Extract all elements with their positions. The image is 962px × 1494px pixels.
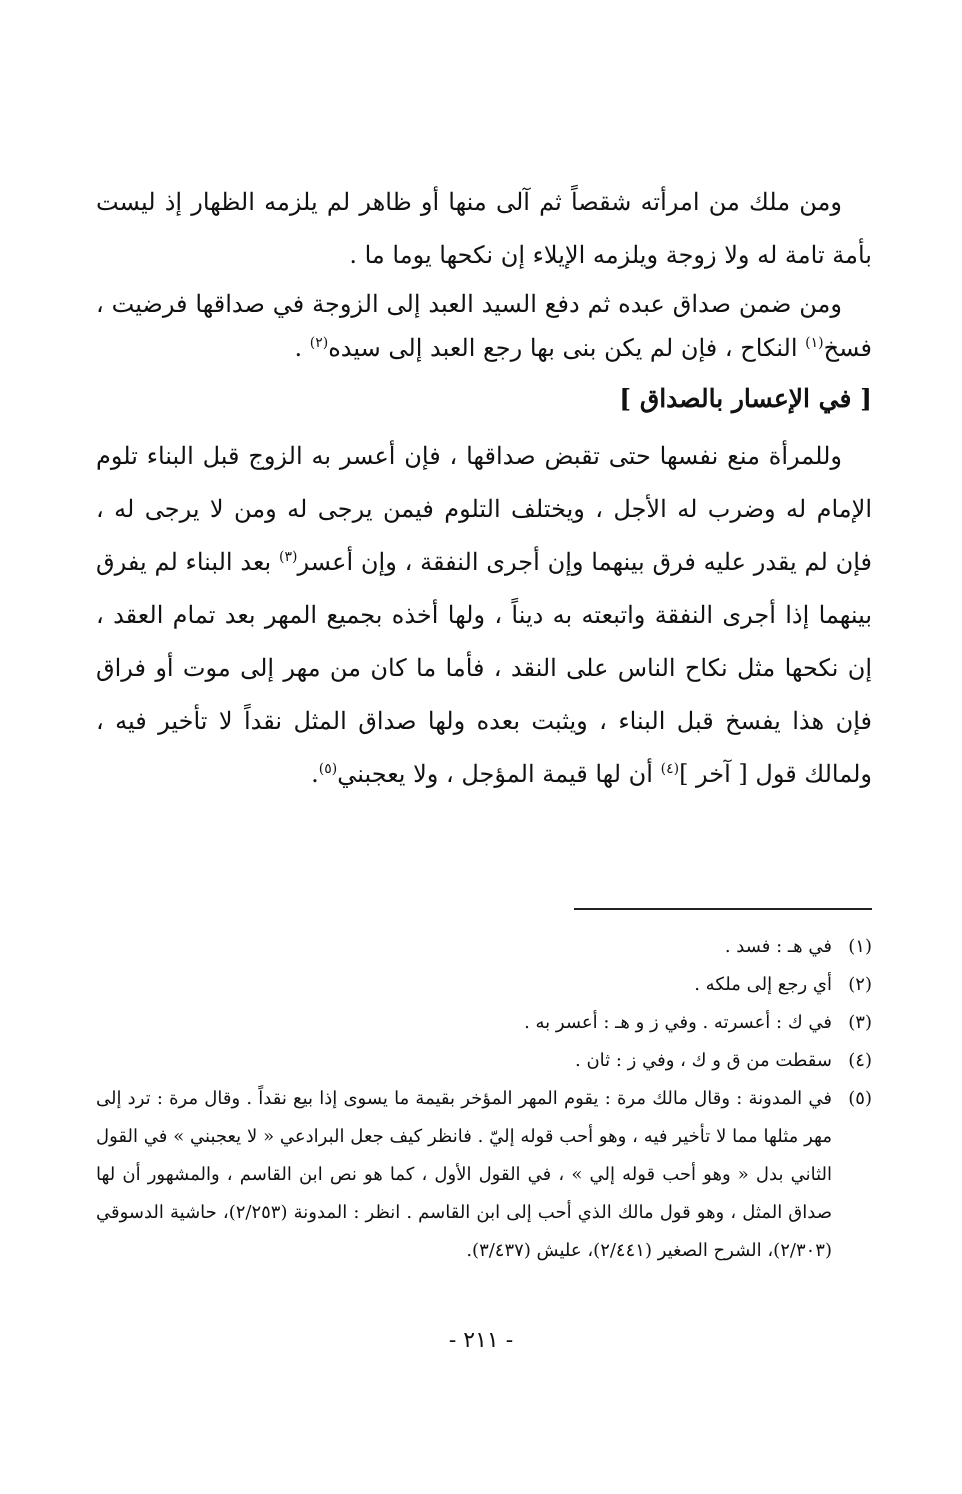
paragraph-2-text-c: .	[294, 334, 310, 362]
footnote-1	[96, 928, 872, 966]
paragraph-3-text-c: أن لها قيمة المؤجل ، ولا يعجبني	[337, 760, 661, 788]
footnote-3	[96, 1004, 872, 1042]
paragraph-1: ومن ملك من امرأته شقصاً ثم آلى منها أو ظاهر لم يلزمه الظهار إذ ليست بأمة تامة له ولا زوجة ويلزمه الإيلاء إن نكحها يوما ما .	[96, 188, 872, 269]
page-number: - ٢١١ -	[448, 1328, 514, 1353]
footnote-5	[96, 1080, 872, 1270]
footnote-ref-5: (٥)	[318, 761, 338, 777]
footnote-text: في ك : أعسرته . وفي ز و هـ : أعسر به .	[524, 1012, 832, 1033]
footnote-number: (٤)	[848, 1050, 872, 1071]
footnote-text: في هـ : فسد .	[724, 936, 832, 957]
footnote-4	[96, 1042, 872, 1080]
footnote-text: في المدونة : وقال مالك مرة : يقوم المهر المؤخر بقيمة ما يسوى إذا بيع نقداً . وقال مرة : ترد إلى مهر مثلها مما لا تأخير فيه ، وهو أحب قوله إليّ . فانظر كيف جعل البرادعي « لا يعجبني » في القول الثاني بدل « وهو أحب قوله إلي » ، في القول الأول ، كما هو نص ابن القاسم ، والمشهور أن لها صداق المثل ، وهو قول مالك الذي أحب إلى ابن القاسم . انظر : المدونة (٢/٢٥٣)، حاشية الدسوقي (٢/٣٠٣)، الشرح الصغير (٢/٤٤١)، عليش (٣/٤٣٧).	[96, 1088, 833, 1261]
footnotes	[96, 928, 872, 1270]
main-text	[96, 176, 872, 801]
section-heading: [ في الإعسار بالصداق ]	[619, 384, 872, 413]
footnote-number: (٥)	[848, 1088, 872, 1109]
paragraph-2	[96, 282, 872, 370]
footnote-number: (٢)	[848, 974, 872, 995]
paragraph-3-text-a: وللمرأة منع نفسها حتى تقبض صداقها ، فإن أعسر به الزوج قبل البناء تلوم الإمام له وضرب له الأجل ، ويختلف التلوم فيمن يرجى له ومن لا يرجى له ، فإن لم يقدر عليه فرق بينهما وإن أجرى النفقة ، وإن أعسر	[96, 442, 872, 576]
paragraph-2-text-a: ومن ضمن صداق عبده ثم دفع السيد العبد إلى الزوجة في صداقها فرضيت ، فسخ	[96, 290, 872, 362]
footnote-number: (١)	[848, 936, 872, 957]
paragraph-3	[96, 430, 872, 801]
footnote-text: أي رجع إلى ملكه .	[694, 974, 832, 995]
paragraph-3-text-b: بعد البناء لم يفرق بينهما إذا أجرى النفقة واتبعته به ديناً ، ولها أخذه بجميع المهر بعد تمام العقد ، إن نكحها مثل نكاح الناس على النقد ، فأما ما كان من مهر إلى موت أو فراق فإن هذا يفسخ قبل البناء ، ويثبت بعده ولها صداق المثل نقداً لا تأخير فيه ، ولمالك قول [ آخر ]	[96, 548, 872, 788]
footnote-number: (٣)	[848, 1012, 872, 1033]
footnote-separator	[574, 908, 872, 910]
footnote-2	[96, 966, 872, 1004]
footnote-ref-1: (١)	[805, 335, 824, 351]
footnote-ref-3: (٣)	[279, 549, 298, 565]
paragraph-3-text-d: .	[311, 760, 319, 788]
paragraph-2-text-b: النكاح ، فإن لم يكن بنى بها رجع العبد إلى سيده	[328, 334, 806, 362]
footnote-ref-4: (٤)	[660, 761, 680, 777]
footnote-text: سقطت من ق و ك ، وفي ز : ثان .	[575, 1050, 832, 1071]
footnote-ref-2: (٢)	[309, 335, 329, 351]
